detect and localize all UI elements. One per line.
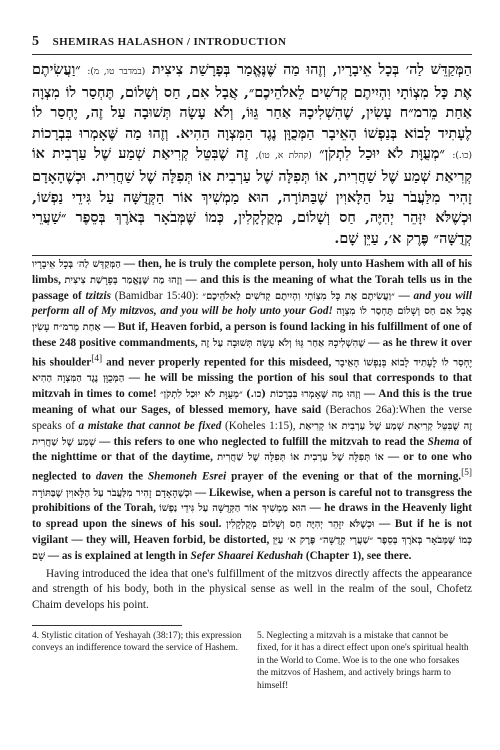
hebrew-source-ref: (במדבר טו, מ): [87, 67, 146, 77]
footnote-ref[interactable]: [5] [461, 468, 472, 479]
english-commentary [32, 257, 472, 614]
hebrew-text-part2: ״וַעֲשִׂיתֶם אֶת כָּל מִצְוֹתָי וִהְיִיתֶם קְדֹשִׁים לֵאלֹהֵיכֶם״, אֲבָל אִם, חַס וְשָׁלוֹם, תֶּחְסַר לוֹ מִצְוָה אַחַת מֵרמ״ח עָשִׂין, שֶׁהִשְׁלִיכָהּ אַחַר גֵּוּוֹ, וְלֹא עָשָׂה תְּשׁוּבָה עַל זֶה, יֶחְסַר לוֹ לֶעָתִיד לָבוֹא בְּנַפְשׁוֹ הָאֵיבָר הַמְּכֻוָּן נֶגֶד הַמִּצְוָה הַהִיא. וְזֶהוּ מַה שֶּׁאָמְרוּ בִּבְרָכוֹת [32, 62, 472, 142]
footnote-4: 4. Stylistic citation of Yeshayah (38:17); this expression conveys an indifference toward the service of Hashem. [32, 631, 242, 654]
footnote-ref[interactable]: [4] [91, 353, 103, 364]
hebrew-lemma: יֶחְסַר לוֹ לֶעָתִיד לָבוֹא בְּנַפְשׁוֹ הָאֵיבָר הַמְּכֻוָּן נֶגֶד הַמִּצְוָה הַהִיא [32, 357, 473, 385]
hebrew-main-text [32, 60, 472, 249]
hebrew-lemma: אוֹ תְּפִלָּה שֶׁל עַרְבִית אוֹ תְּפִלָּה שֶׁל שַׁחֲרִית [217, 452, 384, 464]
page-number: 5 [32, 34, 40, 49]
closing-paragraph: Having introduced the idea that one's fulfillment of the mitzvos directly affects the appearance and strength of his body, both in the physical sense as well in the realm of the soul, Chofetz Chaim develops his point. [32, 567, 472, 612]
hebrew-lemma: אֲבָל אִם חַס וְשָׁלוֹם תֶּחְסַר לוֹ מִצְוָה אַחַת מֵרמ״ח עָשִׂין [32, 306, 473, 334]
hebrew-lemma: וְזֶהוּ מַה שֶּׁאָמְרוּ בִּבְרָכוֹת (כו.) [246, 389, 361, 401]
hebrew-lemma: הַמְּקַדֵּשׁ לַה׳ בְּכָל אֵיבָרָיו [32, 259, 121, 270]
hebrew-lemma: הוּא מַמְשִׁיךְ אוֹר הַקְּדֻשָּׁה עַל גִּידֵי נַפְשׁוֹ [159, 503, 307, 515]
hebrew-text-part3: ״מְעֻוָּת לֹא יוּכַל לִתְקֹן״ [319, 146, 445, 163]
hebrew-lemma: כְּמוֹ שֶּׁמְּבֹאָר בְּאֹרֶךְ בְּסֵפֶר ״שַׁעֲרֵי קְדֻשָּׁה״ פֶּרֶק א׳ עַיֵּן שָׁם [32, 535, 472, 562]
running-title: SHEMIRAS HALASHON / INTRODUCTION [52, 36, 287, 48]
section-divider [32, 255, 472, 256]
hebrew-lemma: וּכְשֶׁהָאָדָם זָהִיר מִלַּעֲבֹר עַל הַלָּאוִין שֶׁבַּתּוֹרָה [32, 487, 193, 499]
header-rule [32, 54, 472, 55]
hebrew-lemma: זֶה שֶׁבִּטֵּל קְרִיאַת שְׁמַע שֶׁל עַרְבִית אוֹ קְרִיאַת שְׁמַע שֶׁל שַׁחֲרִית [32, 420, 472, 448]
hebrew-text-part4: זֶה שֶׁבִּטֵּל קְרִיאַת שְׁמַע שֶׁל עַרְבִית אוֹ קְרִיאַת שְׁמַע שֶׁל שַׁחֲרִית, אוֹ תְּפִלָּה שֶׁל עַרְבִית אוֹ תְּפִלָּה שֶׁל שַׁחֲרִית. וּכְשֶׁהָאָדָם זָהִיר מִלַּעֲבֹר עַל הַלָּאוִין שֶׁבַּתּוֹרָה, הוּא מַמְשִׁיךְ אוֹר הַקְּדֻשָּׁה עַל גִּידֵי נַפְשׁוֹ, וּכְשֶׁלֹּא יִזָּהֵר יְהִיֶּה, חַס וְשָׁלוֹם, מְקֻלְקָלִין, כְּמוֹ שֶּׁמְּבֹאָר בְּאֹרֶךְ בְּסֵפֶר ״שַׁעֲרֵי קְדֻשָּׁה״ פֶּרֶק א׳, עַיֵּן שָׁם. [32, 146, 472, 247]
footnote-column-right [257, 630, 472, 692]
hebrew-lemma: וּכְשֶׁלֹּא יִזָּהֵר יְהִיֶּה חַס וְשָׁלוֹם מְקֻלְקָלִין [226, 519, 375, 531]
hebrew-source-ref: (קהלת א, טו), [255, 151, 312, 162]
footnote-rule [32, 625, 182, 626]
commentary-body: הַמְּקַדֵּשׁ לַה׳ בְּכָל אֵיבָרָיו — then, he is truly the complete person, holy unto Hashem with all of his limbs, וְזֶהוּ מַה שֶּׁנֶּאֱמַר בְּפָרָשַׁת צִיצִית — and this is the meaning of what the Torah tells us in the passage of tzitzis (Bamidbar 15:40): ״וַעֲשִׂיתֶם אֶת כָּל מִצְוֹתָי וִהְיִיתֶם קְדֹשִׁים לֵאלֹהֵיכֶם״ — and you will perform all of My mitzvos, and you will be holy unto your God! אֲבָל אִם חַס וְשָׁלוֹם תֶּחְסַר לוֹ מִצְוָה אַחַת מֵרמ״ח עָשִׂין — But if, Heaven forbid, a person is found lacking in his fulfillment of one of these 248 positive commandments, שֶׁהִשְׁלִיכָהּ אַחַר גֵּוּוֹ וְלֹא עָשָׂה תְּשׁוּבָה עַל זֶה — as he threw it over his shoulder[4] and never properly repented for this misdeed, יֶחְסַר לוֹ לֶעָתִיד לָבוֹא בְּנַפְשׁוֹ הָאֵיבָר הַמְּכֻוָּן נֶגֶד הַמִּצְוָה הַהִיא — he will be missing the portion of his soul that corresponds to that mitzvah in times to come! וְזֶהוּ מַה שֶּׁאָמְרוּ בִּבְרָכוֹת (כו.) ״מְעֻוָּת לֹא יוּכַל לִתְקֹן״ — And this is the true meaning of what our Sages, of blessed memory, have said (Berachos 26a):When the verse speaks of a mistake that cannot be fixed (Koheles 1:15), זֶה שֶׁבִּטֵּל קְרִיאַת שְׁמַע שֶׁל עַרְבִית אוֹ קְרִיאַת שְׁמַע שֶׁל שַׁחֲרִית — this refers to one who neglected to fulfill the mitzvah to read the Shema of the nighttime or that of the daytime, אוֹ תְּפִלָּה שֶׁל עַרְבִית אוֹ תְּפִלָּה שֶׁל שַׁחֲרִית — or to one who neglected to daven the Shemoneh Esrei prayer of the evening or that of the morning.[5] וּכְשֶׁהָאָדָם זָהִיר מִלַּעֲבֹר עַל הַלָּאוִין שֶׁבַּתּוֹרָה — Likewise, when a person is careful not to transgress the prohibitions of the Torah, הוּא מַמְשִׁיךְ אוֹר הַקְּדֻשָּׁה עַל גִּידֵי נַפְשׁוֹ — he draws in the Heavenly light to spread upon the sinews of his soul. וּכְשֶׁלֹּא יִזָּהֵר יְהִיֶּה חַס וְשָׁלוֹם מְקֻלְקָלִין — But if he is not vigilant — they will, Heaven forbid, be distorted, כְּמוֹ שֶּׁמְּבֹאָר בְּאֹרֶךְ בְּסֵפֶר ״שַׁעֲרֵי קְדֻשָּׁה״ פֶּרֶק א׳ עַיֵּן שָׁם — as is explained at length in Sefer Shaarei Kedushah (Chapter 1), see there. [32, 258, 473, 562]
footnote-column-left [32, 630, 247, 692]
hebrew-lemma: ״מְעֻוָּת לֹא יוּכַל לִתְקֹן״ [159, 389, 243, 401]
footnote-5: 5. Neglecting a mitzvah is a mistake that cannot be fixed, for it has a direct effect upon one's spiritual health in the World to Come. Woe is to the one who forsakes the mitzvos of Hashem, and actively brings harm to himself! [257, 631, 469, 691]
running-header [32, 34, 472, 50]
hebrew-lemma: שֶׁהִשְׁלִיכָהּ אַחַר גֵּוּוֹ וְלֹא עָשָׂה תְּשׁוּבָה עַל זֶה [200, 337, 366, 349]
hebrew-lemma: ״וַעֲשִׂיתֶם אֶת כָּל מִצְוֹתָי וִהְיִיתֶם קְדֹשִׁים לֵאלֹהֵיכֶם״ [202, 290, 395, 302]
hebrew-lemma: וְזֶהוּ מַה שֶּׁנֶּאֱמַר בְּפָרָשַׁת צִיצִית [64, 274, 183, 286]
hebrew-text-part1: הַמְּקַדֵּשׁ לַה׳ בְּכָל אֵיבָרָיו, וְזֶהוּ מַה שֶּׁנֶּאֱמַר בְּפָרָשַׁת צִיצִית [151, 62, 472, 78]
footnotes [32, 630, 472, 692]
hebrew-source-ref: (כו.): [452, 151, 472, 162]
